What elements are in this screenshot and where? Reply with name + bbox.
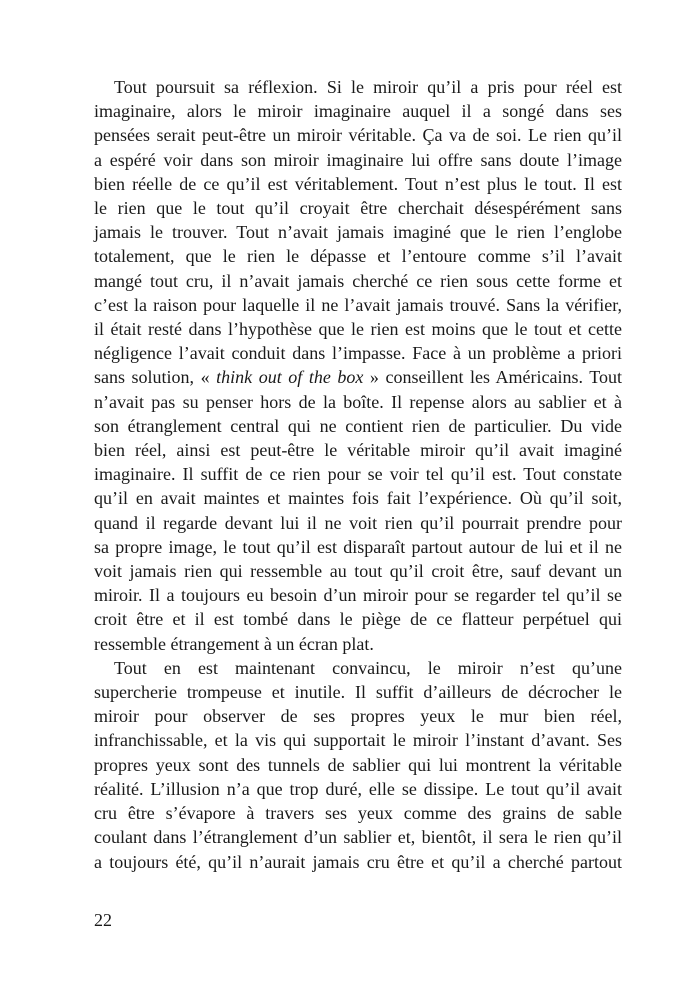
text-line <box>94 341 622 365</box>
text-line <box>94 438 622 462</box>
text-segment: sans solution, « <box>94 367 217 388</box>
text-segment: bien réel, ainsi est peut-être le véritable miroir qu’il avait imaginé <box>94 440 622 461</box>
text-line <box>94 559 622 583</box>
text-segment: il était resté dans l’hypothèse que le rien est moins que le tout et cette <box>94 319 622 340</box>
text-line <box>94 680 622 704</box>
text-segment: ressemble étrangement à un écran plat. <box>94 633 374 654</box>
text-segment: » conseillent les Américains. Tout <box>363 367 622 388</box>
text-segment: Tout poursuit sa réflexion. Si le miroir qu’il a pris pour réel est <box>114 77 622 97</box>
text-line <box>94 607 622 631</box>
text-segment: infranchissable, et la vis qui supportait le miroir l’instant d’avant. Ses <box>94 730 622 751</box>
text-segment: imaginaire, alors le miroir imaginaire auquel il a songé dans ses <box>94 101 622 122</box>
text-line <box>94 123 622 147</box>
text-line <box>94 293 622 317</box>
text-line <box>94 75 622 99</box>
text-line <box>94 850 622 874</box>
text-segment: totalement, que le rien le dépasse et l’entoure comme s’il l’avait <box>94 246 622 267</box>
text-line <box>94 244 622 268</box>
text-segment: miroir pour observer de ses propres yeux le mur bien réel, <box>94 706 622 727</box>
text-segment: propres yeux sont des tunnels de sablier qui lui montrent la véritable <box>94 754 622 775</box>
text-segment: le rien que le tout qu’il croyait être cherchait désespérément sans <box>94 198 622 219</box>
text-segment: miroir. Il a toujours eu besoin d’un miroir pour se regarder tel qu’il se <box>94 585 622 606</box>
text-segment: jamais le trouver. Tout n’avait jamais imaginé que le rien l’englobe <box>94 222 622 243</box>
text-segment: qu’il en avait maintes et maintes fois fait l’expérience. Où qu’il soit, <box>94 488 622 509</box>
text-segment: c’est la raison pour laquelle il ne l’avait jamais trouvé. Sans la vérifier, <box>94 294 622 315</box>
text-line <box>94 196 622 220</box>
text-line <box>94 414 622 438</box>
text-line <box>94 269 622 293</box>
text-segment: sa propre image, le tout qu’il est disparaît partout autour de lui et il ne <box>94 536 622 557</box>
text-segment: voit jamais rien qui ressemble au tout qu’il croit être, sauf devant un <box>94 561 622 582</box>
text-segment: bien réelle de ce qu’il est véritablement. Tout n’est plus le tout. Il est <box>94 173 622 194</box>
paragraph <box>94 656 622 874</box>
text-segment: a toujours été, qu’il n’aurait jamais cru être et qu’il a cherché partout <box>94 851 622 872</box>
text-line <box>94 801 622 825</box>
page-number: 22 <box>94 910 112 930</box>
text-segment: croit être et il est tombé dans le piège de ce flatteur perpétuel qui <box>94 609 622 630</box>
body-text <box>94 75 622 874</box>
italic-text-segment: think out of the box <box>216 367 364 388</box>
text-segment: son étranglement central qui ne contient rien de particulier. Du vide <box>94 415 622 436</box>
text-segment: imaginaire. Il suffit de ce rien pour se voir tel qu’il est. Tout constate <box>94 464 622 485</box>
text-segment: coulant dans l’étranglement d’un sablier et, bientôt, il sera le rien qu’il <box>94 827 622 848</box>
text-line <box>94 825 622 849</box>
paragraph <box>94 75 622 656</box>
text-segment: quand il regarde devant lui il ne voit rien qu’il pourrait prendre pour <box>94 512 622 533</box>
text-line <box>94 99 622 123</box>
text-line <box>94 632 622 656</box>
text-segment: n’avait pas su penser hors de la boîte. Il repense alors au sablier et à <box>94 391 622 412</box>
text-line <box>94 704 622 728</box>
text-line <box>94 486 622 510</box>
text-line <box>94 172 622 196</box>
text-line <box>94 511 622 535</box>
text-segment: Tout en est maintenant convaincu, le miroir n’est qu’une <box>114 657 622 678</box>
text-line <box>94 390 622 414</box>
text-line <box>94 656 622 680</box>
text-segment: mangé tout cru, il n’avait jamais cherché ce rien sous cette forme et <box>94 270 622 291</box>
text-segment: réalité. L’illusion n’a que trop duré, elle se dissipe. Le tout qu’il avait <box>94 778 622 799</box>
text-line <box>94 220 622 244</box>
text-line <box>94 583 622 607</box>
text-line <box>94 777 622 801</box>
text-line <box>94 365 622 389</box>
text-line <box>94 753 622 777</box>
text-line <box>94 317 622 341</box>
text-line <box>94 728 622 752</box>
text-segment: négligence l’avait conduit dans l’impasse. Face à un problème a priori <box>94 343 622 364</box>
text-line <box>94 148 622 172</box>
text-segment: a espéré voir dans son miroir imaginaire lui offre sans doute l’image <box>94 149 622 170</box>
text-line <box>94 462 622 486</box>
text-segment: pensées serait peut-être un miroir véritable. Ça va de soi. Le rien qu’il <box>94 125 622 146</box>
text-line <box>94 535 622 559</box>
text-segment: cru être s’évapore à travers ses yeux comme des grains de sable <box>94 803 622 824</box>
text-segment: supercherie trompeuse et inutile. Il suffit d’ailleurs de décrocher le <box>94 682 622 703</box>
